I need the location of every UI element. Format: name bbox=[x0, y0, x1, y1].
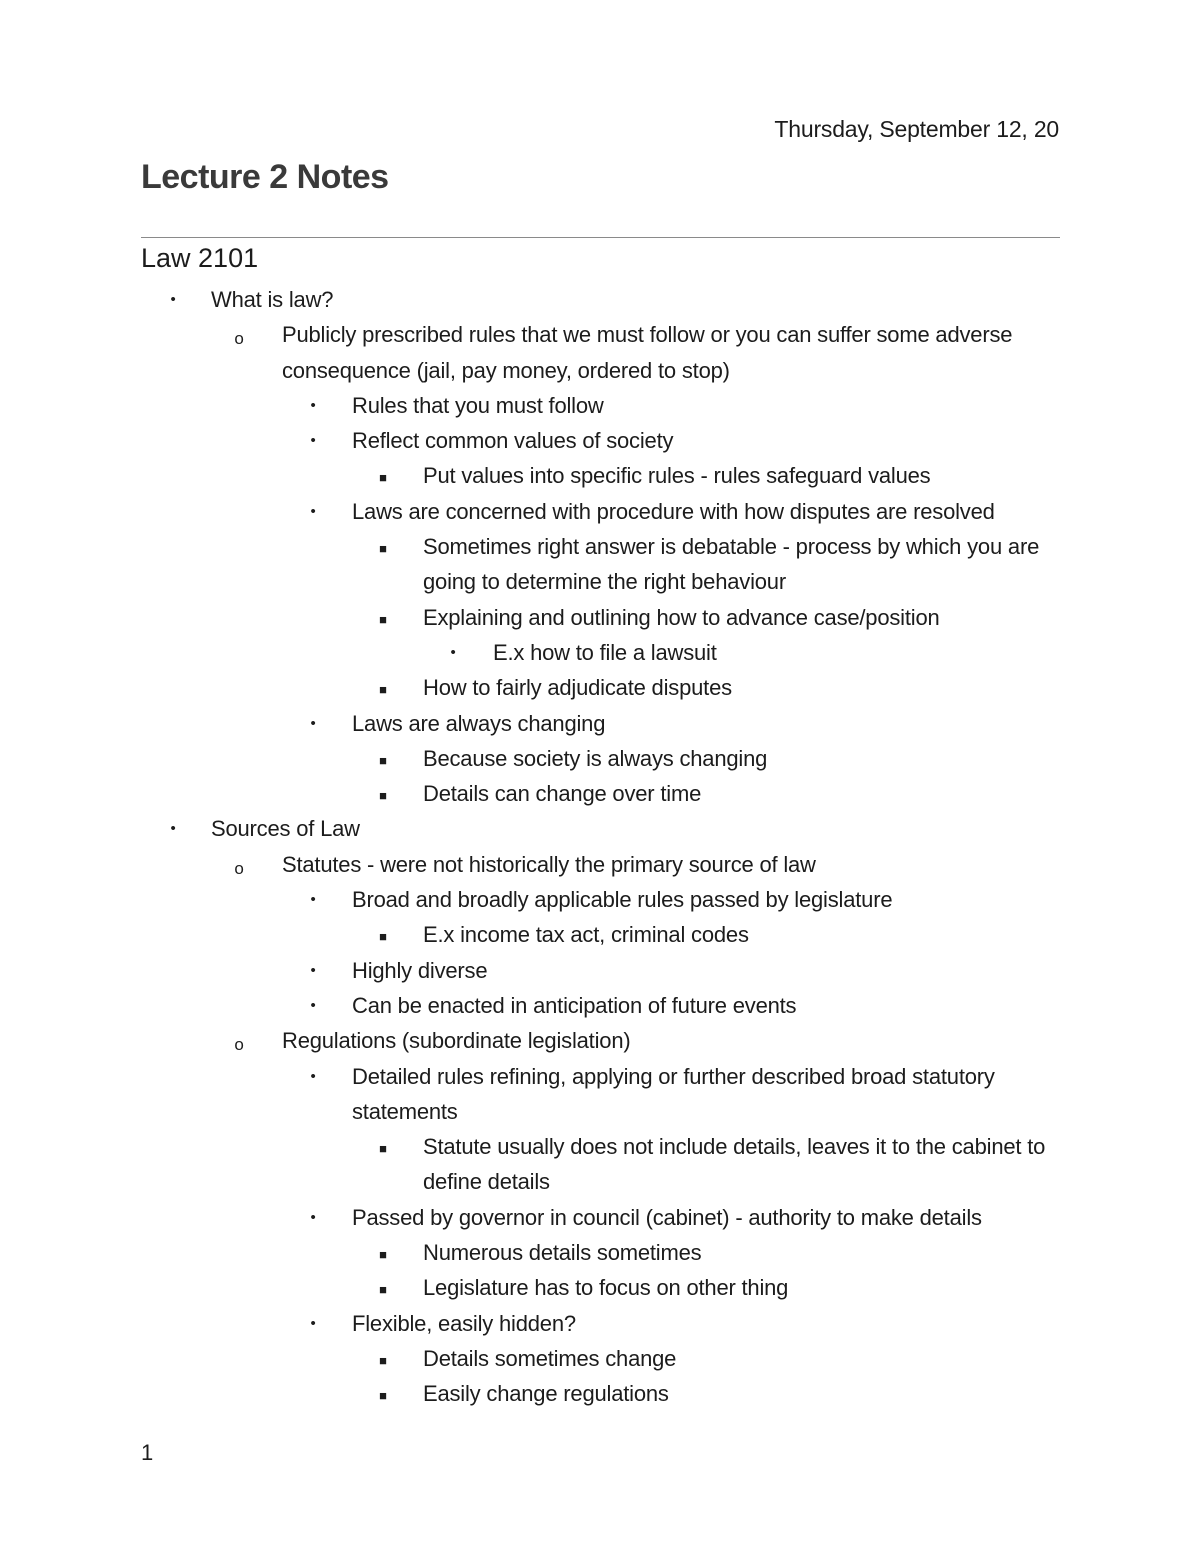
outline-item-text: Can be enacted in anticipation of future events bbox=[352, 992, 797, 1018]
round-bullet-icon: • bbox=[450, 643, 456, 661]
square-bullet-icon: ■ bbox=[379, 541, 387, 557]
outline-item-text: Legislature has to focus on other thing bbox=[423, 1275, 789, 1301]
outline-item-text: Statute usually does not include details, leaves it to the cabinet to define details bbox=[423, 1134, 1046, 1195]
outline-item-text: Explaining and outlining how to advance case/position bbox=[423, 604, 940, 630]
square-bullet-icon: ■ bbox=[379, 611, 387, 627]
hollow-bullet-icon: o bbox=[234, 329, 244, 349]
round-bullet-icon: • bbox=[310, 1314, 316, 1332]
outline-item-text: Sometimes right answer is debatable - process by which you are going to determine the right behaviour bbox=[423, 534, 1040, 595]
square-bullet-icon: ■ bbox=[379, 1141, 387, 1157]
outline-item-text: Numerous details sometimes bbox=[423, 1240, 702, 1266]
outline-item bbox=[141, 847, 1071, 882]
outline-item bbox=[141, 917, 1071, 952]
outline-item bbox=[141, 494, 1071, 529]
outline-item-text: Publicly prescribed rules that we must follow or you can suffer some adverse consequence (jail, pay money, ordered to stop) bbox=[282, 322, 1013, 383]
outline-item bbox=[141, 988, 1071, 1023]
round-bullet-icon: • bbox=[310, 396, 316, 414]
course-heading: Law 2101 bbox=[141, 243, 259, 273]
page-number: 1 bbox=[141, 1440, 154, 1465]
round-bullet-icon: • bbox=[310, 996, 316, 1014]
round-bullet-icon: • bbox=[310, 961, 316, 979]
square-bullet-icon: ■ bbox=[379, 682, 387, 698]
outline-item bbox=[141, 282, 1071, 317]
round-bullet-icon: • bbox=[310, 432, 316, 450]
outline-item bbox=[141, 1129, 1071, 1200]
date-header: Thursday, September 12, 20 bbox=[774, 116, 1059, 142]
square-bullet-icon: ■ bbox=[379, 788, 387, 804]
outline-item bbox=[141, 423, 1071, 458]
outline-item bbox=[141, 670, 1071, 705]
outline-item-text: Sources of Law bbox=[211, 816, 360, 842]
outline-item bbox=[141, 741, 1071, 776]
outline-item-text: Highly diverse bbox=[352, 957, 488, 983]
square-bullet-icon: ■ bbox=[379, 470, 387, 486]
outline-item-text: Statutes - were not historically the primary source of law bbox=[282, 851, 816, 877]
square-bullet-icon: ■ bbox=[379, 1282, 387, 1298]
outline-item-text: Detailed rules refining, applying or further described broad statutory statements bbox=[352, 1063, 995, 1124]
round-bullet-icon: • bbox=[310, 714, 316, 732]
round-bullet-icon: • bbox=[310, 502, 316, 520]
outline-item-text: Rules that you must follow bbox=[352, 392, 604, 418]
outline-item-text: Put values into specific rules - rules safeguard values bbox=[423, 463, 931, 489]
outline-item-text: Broad and broadly applicable rules passed by legislature bbox=[352, 887, 893, 913]
outline-item-text: What is law? bbox=[211, 287, 334, 312]
round-bullet-icon: • bbox=[310, 1208, 316, 1226]
round-bullet-icon: • bbox=[310, 1067, 316, 1085]
outline-item-text: How to fairly adjudicate disputes bbox=[423, 675, 732, 701]
notes-outline bbox=[141, 282, 1071, 1412]
outline-item-text: Laws are concerned with procedure with how disputes are resolved bbox=[352, 498, 995, 524]
outline-item bbox=[141, 388, 1071, 423]
outline-item-text: Passed by governor in council (cabinet) - authority to make details bbox=[352, 1204, 982, 1230]
outline-item bbox=[141, 1306, 1071, 1341]
outline-item bbox=[141, 529, 1071, 600]
round-bullet-icon: • bbox=[170, 291, 176, 308]
outline-item bbox=[141, 1341, 1071, 1376]
outline-item bbox=[141, 635, 1071, 670]
outline-item bbox=[141, 811, 1071, 846]
outline-item bbox=[141, 1270, 1071, 1305]
outline-item bbox=[141, 776, 1071, 811]
title-divider bbox=[141, 237, 1060, 238]
outline-item-text: Details can change over time bbox=[423, 781, 702, 807]
round-bullet-icon: • bbox=[170, 820, 176, 838]
round-bullet-icon: • bbox=[310, 891, 316, 909]
outline-item-text: Flexible, easily hidden? bbox=[352, 1310, 576, 1336]
square-bullet-icon: ■ bbox=[379, 1388, 387, 1404]
hollow-bullet-icon: o bbox=[234, 1035, 244, 1055]
outline-item-text: Laws are always changing bbox=[352, 710, 606, 736]
square-bullet-icon: ■ bbox=[379, 752, 387, 768]
outline-item bbox=[141, 953, 1071, 988]
outline-item bbox=[141, 600, 1071, 635]
square-bullet-icon: ■ bbox=[379, 929, 387, 945]
outline-item bbox=[141, 1023, 1071, 1058]
outline-item-text: Easily change regulations bbox=[423, 1381, 669, 1407]
outline-item bbox=[141, 317, 1071, 388]
outline-item bbox=[141, 1200, 1071, 1235]
square-bullet-icon: ■ bbox=[379, 1352, 387, 1368]
outline-item bbox=[141, 1235, 1071, 1270]
outline-item bbox=[141, 458, 1071, 493]
outline-item bbox=[141, 706, 1071, 741]
outline-item-text: Regulations (subordinate legislation) bbox=[282, 1028, 631, 1054]
hollow-bullet-icon: o bbox=[234, 858, 244, 878]
outline-item-text: Reflect common values of society bbox=[352, 428, 674, 454]
outline-item-text: Details sometimes change bbox=[423, 1345, 677, 1371]
outline-item-text: Because society is always changing bbox=[423, 745, 768, 771]
outline-item bbox=[141, 1059, 1071, 1130]
outline-item-text: E.x income tax act, criminal codes bbox=[423, 922, 749, 948]
outline-item bbox=[141, 882, 1071, 917]
outline-item bbox=[141, 1376, 1071, 1411]
outline-item-text: E.x how to file a lawsuit bbox=[493, 639, 717, 665]
square-bullet-icon: ■ bbox=[379, 1247, 387, 1263]
page-title: Lecture 2 Notes bbox=[141, 158, 389, 196]
